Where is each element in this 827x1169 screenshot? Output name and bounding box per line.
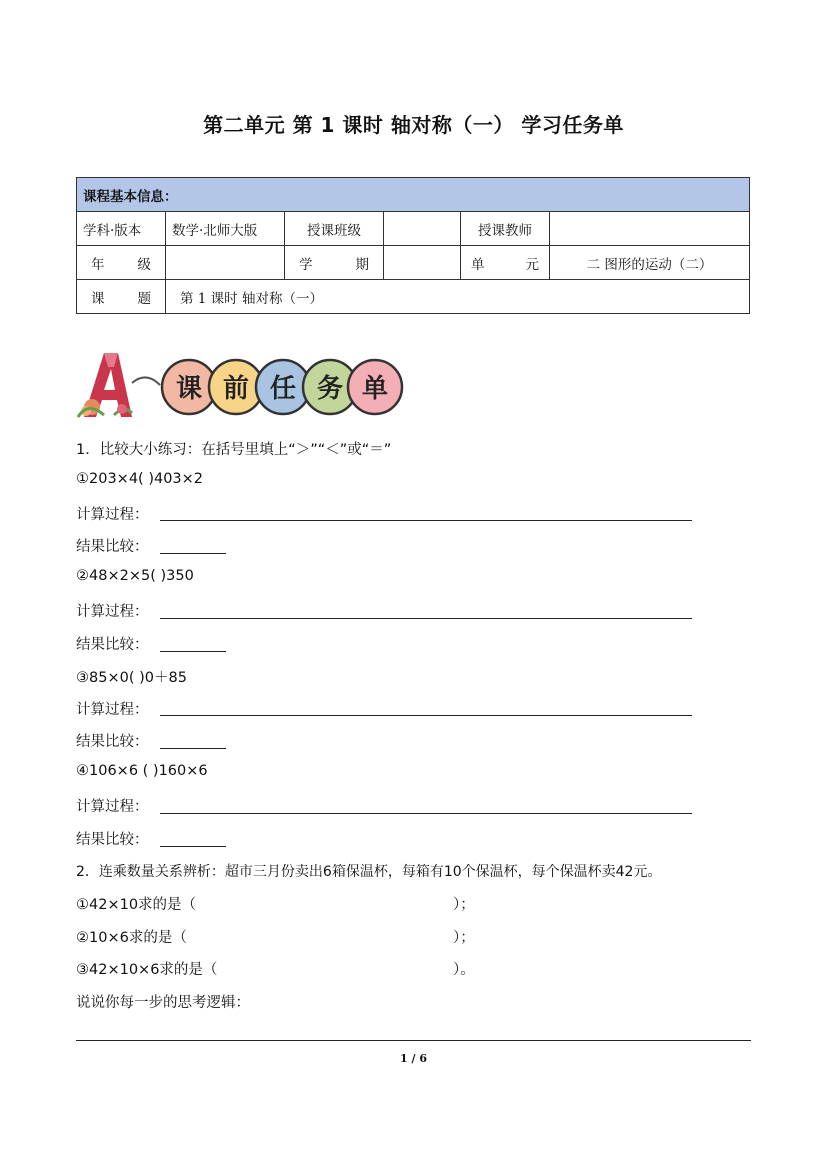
term-label-text: 学 期 <box>299 256 369 273</box>
subject-label: 学科·版本 <box>77 212 166 246</box>
q1-item-3-result-label: 结果比较： <box>76 734 149 750</box>
q2-item-1-lead: ①42×10求的是（ <box>76 897 197 913</box>
q2-title: 2．连乘数量关系辨析：超市三月份卖出6箱保温杯，每箱有10个保温杯，每个保温杯卖42元。 <box>76 864 662 880</box>
lesson-value: 第 1 课时 轴对称（一） <box>166 280 750 314</box>
footer-divider <box>76 1040 751 1041</box>
banner-char-1: 课 <box>175 374 203 404</box>
course-info-table <box>76 177 750 314</box>
q1-item-3-result-line[interactable] <box>160 748 226 749</box>
q1-item-4-result-label: 结果比较： <box>76 832 149 848</box>
q1-item-3-calc-line[interactable] <box>160 715 692 716</box>
q1-item-1-calc-label: 计算过程： <box>76 507 149 523</box>
q1-item-2-calc-line[interactable] <box>160 618 692 619</box>
page-number: 1 / 6 <box>400 1052 427 1065</box>
teacher-label: 授课教师 <box>461 212 550 246</box>
info-table-header: 课程基本信息： <box>77 178 750 212</box>
lesson-label <box>77 280 166 314</box>
q1-item-1-result-label: 结果比较： <box>76 539 149 555</box>
q2-item-3-tail: ）。 <box>453 962 475 978</box>
q2-item-1-tail: ）； <box>453 897 475 913</box>
banner-char-4: 务 <box>316 374 344 404</box>
q1-item-3-calc-label: 计算过程： <box>76 702 149 718</box>
teacher-value[interactable] <box>550 212 750 246</box>
grade-label <box>77 246 166 280</box>
q1-item-4-expr: ④106×6 ( )160×6 <box>76 763 208 779</box>
banner-char-3: 任 <box>269 374 297 404</box>
class-label: 授课班级 <box>285 212 384 246</box>
q1-item-2-result-label: 结果比较： <box>76 637 149 653</box>
banner-char-5: 单 <box>361 374 389 404</box>
q1-item-4-calc-label: 计算过程： <box>76 799 149 815</box>
class-value[interactable] <box>384 212 461 246</box>
q1-item-2-expr: ②48×2×5( )350 <box>76 568 194 584</box>
banner-circle-5 <box>348 360 402 414</box>
unit-label <box>461 246 550 280</box>
q2-item-2-lead: ②10×6求的是（ <box>76 930 187 946</box>
banner-connector <box>132 377 160 385</box>
q2-reasoning-prompt: 说说你每一步的思考逻辑： <box>76 995 250 1011</box>
term-value[interactable] <box>384 246 461 280</box>
q1-item-1-expr: ①203×4( )403×2 <box>76 471 204 487</box>
page-title: 第二单元 第 1 课时 轴对称（一） 学习任务单 <box>203 113 624 137</box>
q2-item-3-lead: ③42×10×6求的是（ <box>76 962 218 978</box>
q1-item-4-result-line[interactable] <box>160 846 226 847</box>
q2-item-2-tail: ）； <box>453 930 475 946</box>
letter-a-logo <box>78 353 132 417</box>
banner-char-2: 前 <box>222 374 250 404</box>
q1-item-2-calc-label: 计算过程： <box>76 604 149 620</box>
grade-value[interactable] <box>166 246 285 280</box>
q1-item-4-calc-line[interactable] <box>160 813 692 814</box>
lesson-label-text: 课 题 <box>91 290 151 307</box>
q1-item-1-result-line[interactable] <box>160 553 226 554</box>
pre-class-task-banner <box>74 345 404 423</box>
q1-item-2-result-line[interactable] <box>160 651 226 652</box>
q1-item-3-expr: ③85×0( )0＋85 <box>76 670 187 686</box>
grade-label-text: 年 级 <box>91 256 151 273</box>
unit-value: 二 图形的运动（二） <box>550 246 750 280</box>
q1-item-1-calc-line[interactable] <box>160 520 692 521</box>
unit-label-text: 单 元 <box>471 256 539 273</box>
subject-value: 数学·北师大版 <box>166 212 285 246</box>
term-label <box>285 246 384 280</box>
q1-title: 1．比较大小练习：在括号里填上“＞”“＜”或“＝” <box>76 442 392 458</box>
